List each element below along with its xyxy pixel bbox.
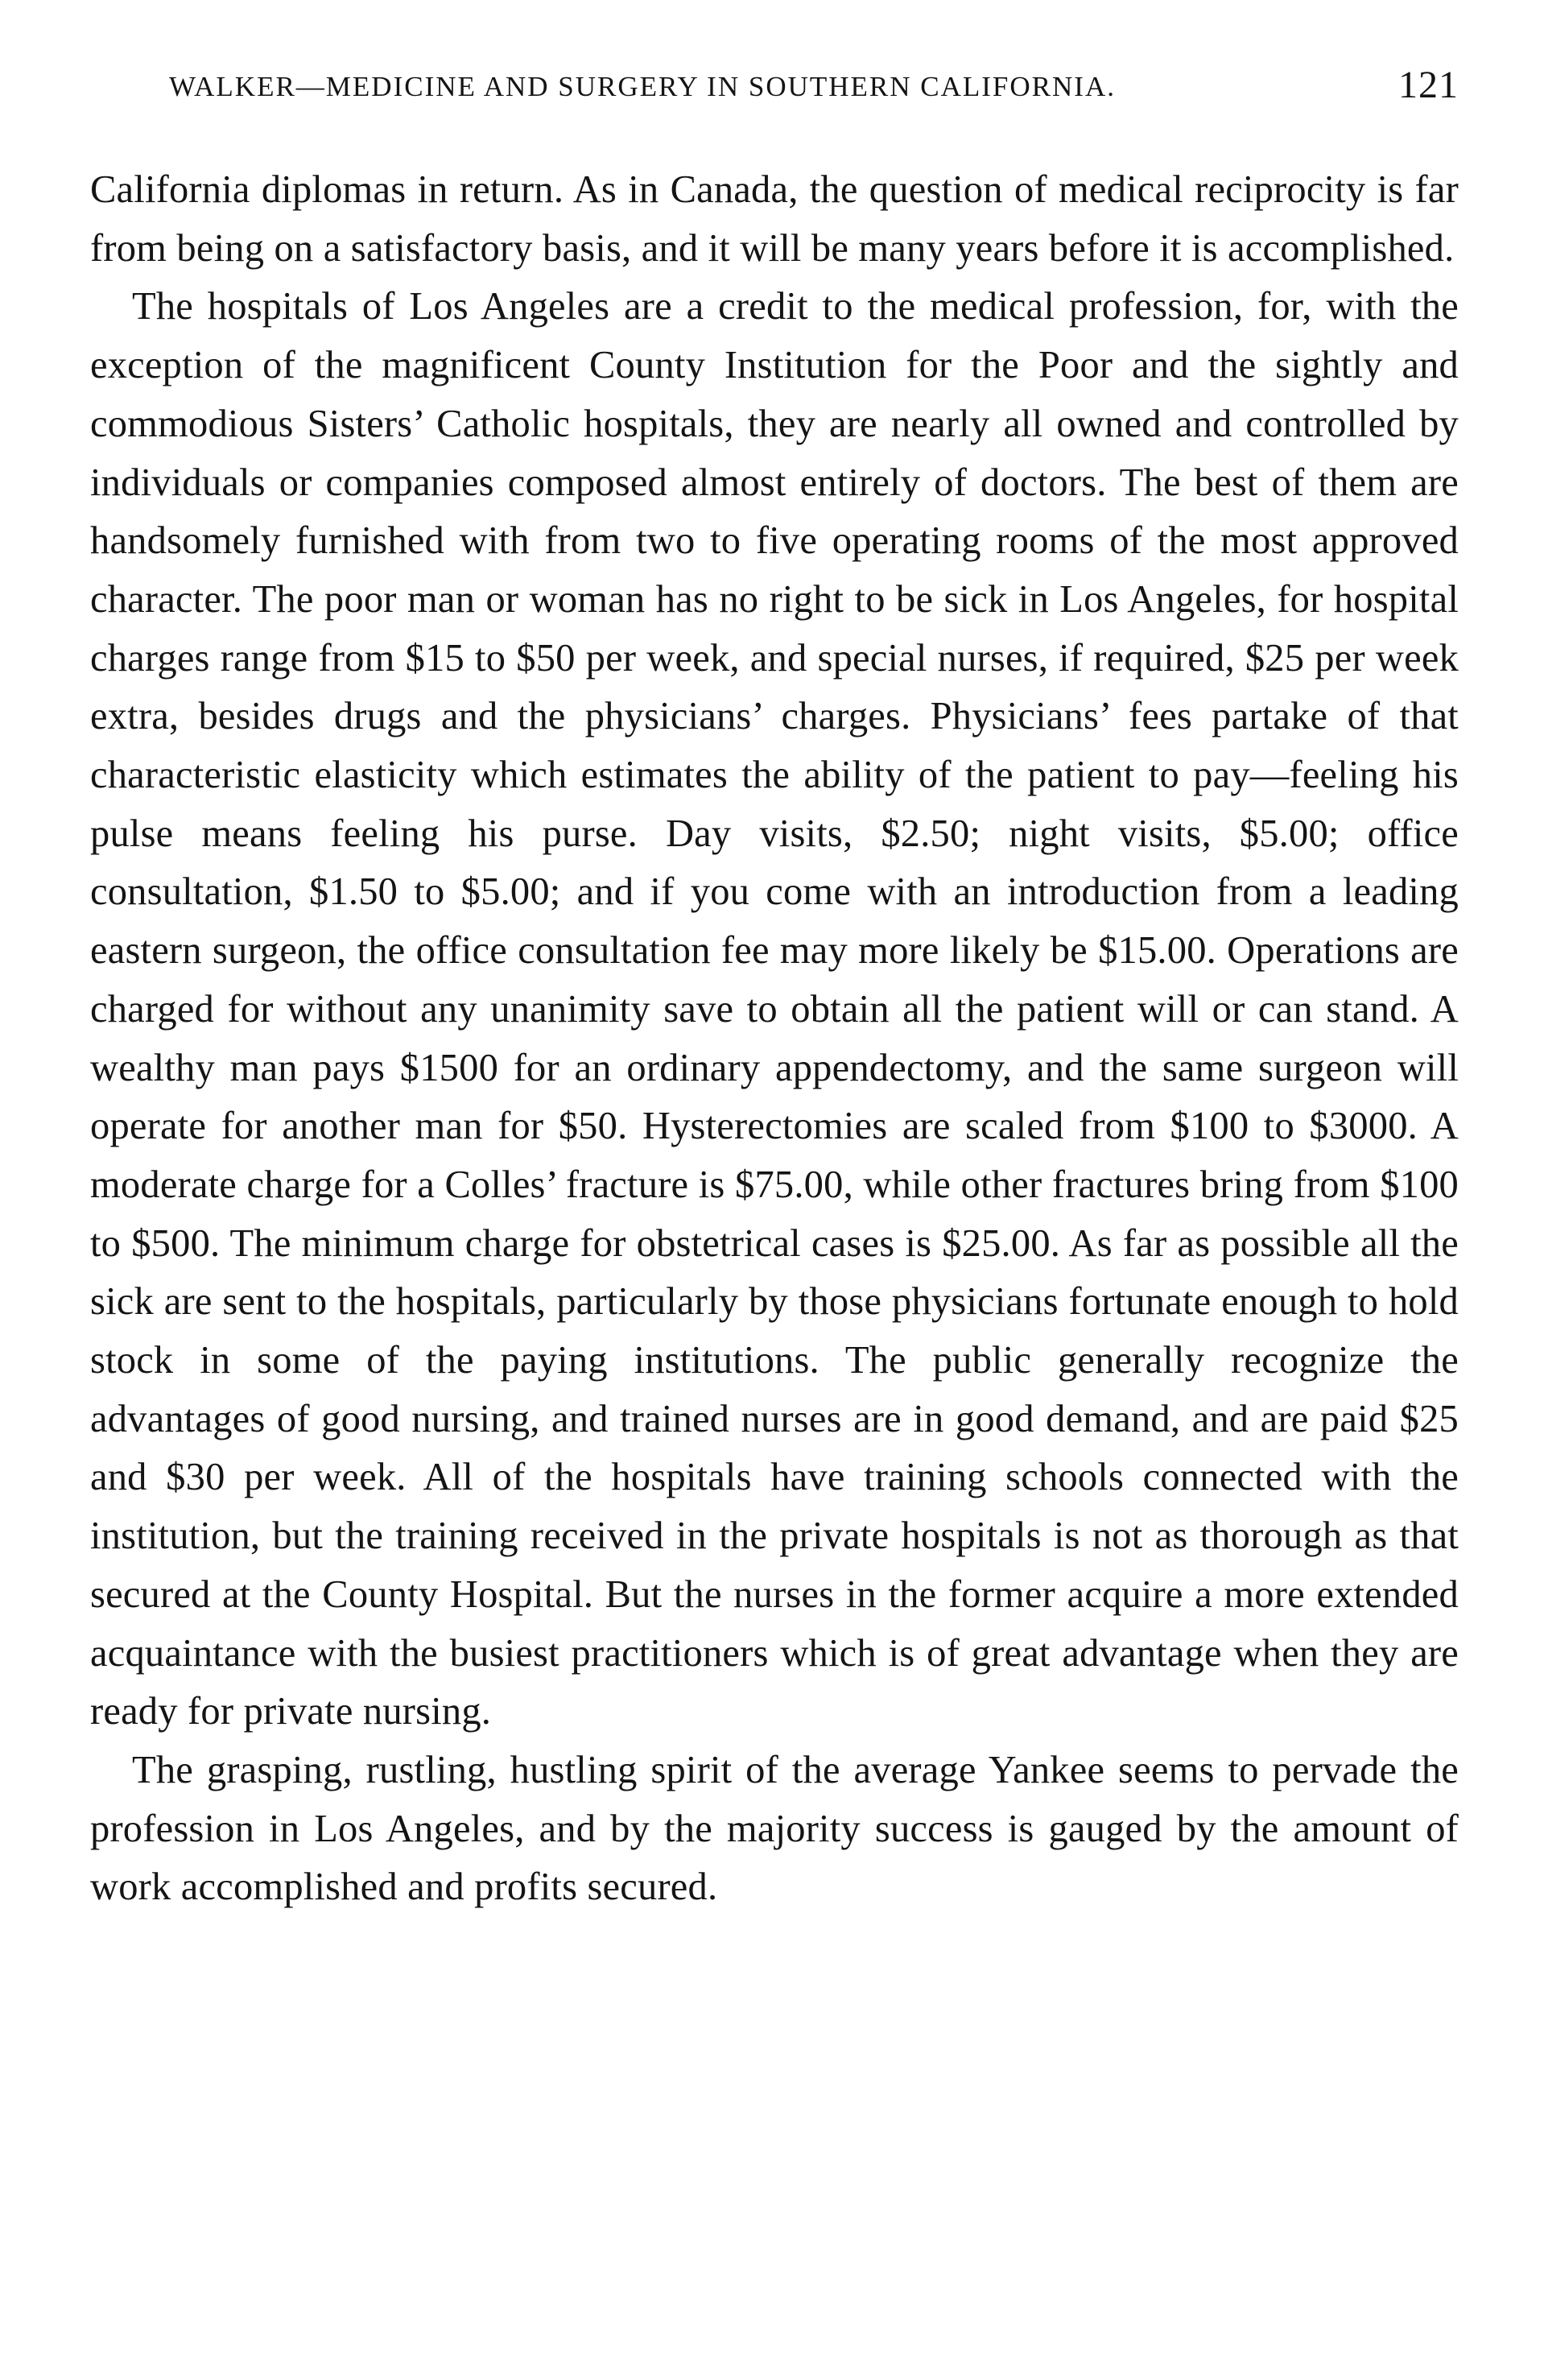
paragraph-continuation: California diplomas in return. As in Canada, the question of medical reciprocity is far from being on a satisfactory basis, and it will be many years before it is accomplished. bbox=[90, 168, 1459, 270]
body-text bbox=[90, 161, 1459, 1917]
page-number: 121 bbox=[1398, 64, 1459, 106]
running-header bbox=[90, 63, 1459, 119]
running-title: WALKER—MEDICINE AND SURGERY IN SOUTHERN CALIFORNIA. bbox=[169, 71, 1116, 102]
paragraph-yankee-spirit: The grasping, rustling, hustling spirit of the average Yankee seems to pervade the profession in Los Angeles, and by the majority success is gauged by the amount of work accomplished and profits secured. bbox=[90, 1748, 1459, 1909]
document-page bbox=[90, 63, 1459, 1917]
paragraph-hospitals: The hospitals of Los Angeles are a credit to the medical profession, for, with the exception of the magnificent County Institution for the Poor and the sightly and commodious Sisters’ Catholic hospitals, they are nearly all owned and controlled by individuals or companies composed almost entirely of doctors. The best of them are handsomely furnished with from two to five operating rooms of the most approved character. The poor man or woman has no right to be sick in Los Angeles, for hospital charges range from $15 to $50 per week, and special nurses, if required, $25 per week extra, besides drugs and the physicians’ charges. Physicians’ fees partake of that characteristic elasticity which estimates the ability of the patient to pay—feeling his pulse means feeling his purse. Day visits, $2.50; night visits, $5.00; office consultation, $1.50 to $5.00; and if you come with an introduction from a leading eastern surgeon, the office consultation fee may more likely be $15.00. Operations are charged for without any unanimity save to obtain all the patient will or can stand. A wealthy man pays $1500 for an ordinary appendectomy, and the same surgeon will operate for another man for $50. Hysterectomies are scaled from $100 to $3000. A moderate charge for a Colles’ fracture is $75.00, while other fractures bring from $100 to $500. The minimum charge for obstetrical cases is $25.00. As far as possible all the sick are sent to the hospitals, particularly by those physicians fortunate enough to hold stock in some of the paying institutions. The public generally recognize the advantages of good nursing, and trained nurses are in good demand, and are paid $25 and $30 per week. All of the hospitals have training schools connected with the institution, but the training received in the private hospitals is not as thorough as that secured at the County Hospital. But the nurses in the former acquire a more extended acquaintance with the busiest practitioners which is of great advantage when they are ready for private nursing. bbox=[90, 285, 1459, 1733]
